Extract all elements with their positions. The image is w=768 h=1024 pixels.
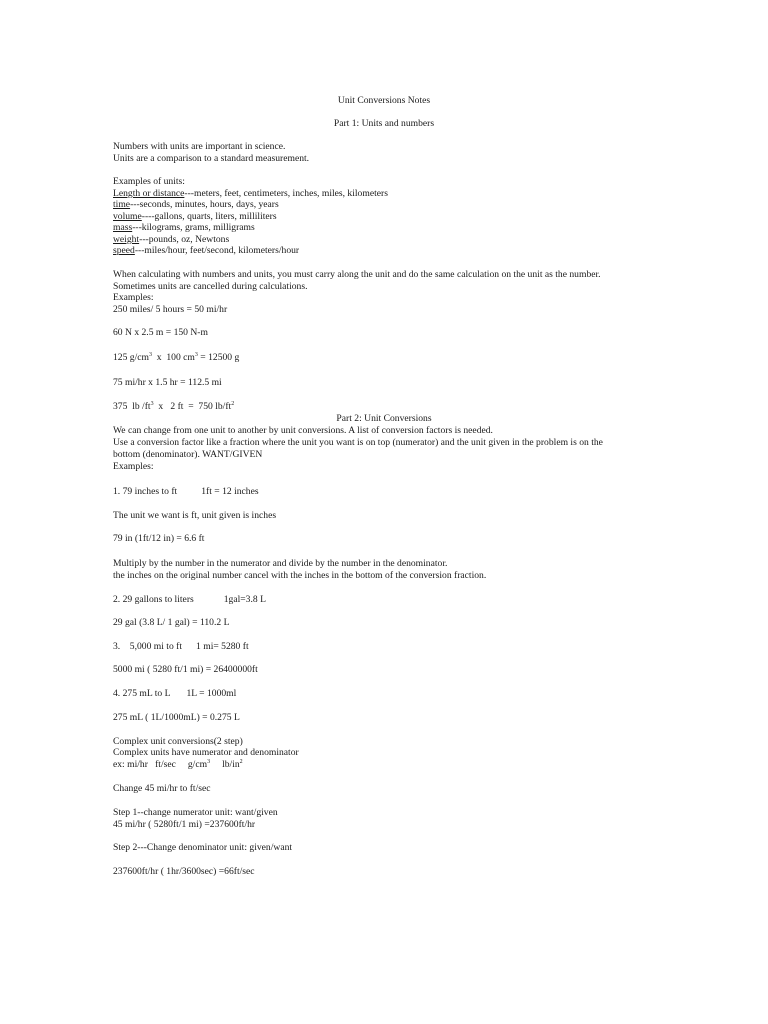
complex-example: ex: mi/hr ft/sec (113, 759, 176, 770)
exponent: 3 (150, 401, 154, 407)
unit-example-weight (113, 234, 229, 246)
exponent: 3 (207, 759, 211, 765)
problem-text: 4. 275 mL to L (113, 688, 171, 699)
complex-heading: Complex unit conversions(2 step) (113, 736, 243, 747)
part1-heading: Part 1: Units and numbers (333, 118, 435, 129)
expr-part: 125 g/cm (113, 352, 149, 363)
complex-description: Complex units have numerator and denominator (113, 747, 299, 758)
problem-2-calc: 29 gal (3.8 L/ 1 gal) = 110.2 L (113, 617, 230, 628)
unit-list: ---pounds, oz, Newtons (139, 234, 230, 245)
step-1-calc: 45 mi/hr ( 5280ft/1 mi) =237600ft/hr (113, 819, 256, 830)
unit-example-length (113, 188, 388, 200)
complex-example: lb/in (222, 759, 240, 770)
unit-example-speed (113, 245, 299, 257)
calc-note-line: When calculating with numbers and units, you must carry along the unit and do the same calculation on the unit as the number. (113, 269, 601, 280)
problem-1-explain: the inches on the original number cancel with the inches in the bottom of the conversion fraction. (113, 570, 487, 581)
calc-example-3 (113, 352, 239, 364)
calc-example-1: 250 miles/ 5 hours = 50 mi/hr (113, 304, 228, 315)
step-2-calc: 237600ft/hr ( 1hr/3600sec) =66ft/sec (113, 866, 255, 877)
unit-term: mass (113, 222, 133, 233)
problem-text: 2. 29 gallons to liters (113, 594, 194, 605)
expr-part: = 12500 g (197, 352, 240, 363)
conversion-factor: 1L = 1000ml (186, 688, 237, 699)
part2-intro-line: Use a conversion factor like a fraction where the unit you want is on top (numerator) and the unit given in the problem is on the (113, 437, 603, 448)
complex-change: Change 45 mi/hr to ft/sec (113, 783, 211, 794)
exponent: 3 (194, 352, 198, 358)
unit-example-time (113, 199, 279, 211)
expr-part: x 100 cm (151, 352, 195, 363)
complex-examples (113, 759, 243, 771)
examples-label: Examples: (113, 292, 154, 303)
problem-2-head (113, 594, 266, 606)
complex-example: g/cm (187, 759, 208, 770)
unit-list: ----gallons, quarts, liters, milliliters (141, 211, 277, 222)
part2-intro-line: We can change from one unit to another by unit conversions. A list of conversion factors is needed. (113, 425, 493, 436)
problem-3-calc: 5000 mi ( 5280 ft/1 mi) = 26400000ft (113, 664, 258, 675)
document-title: Unit Conversions Notes (337, 95, 431, 106)
unit-list: ---kilograms, grams, milligrams (132, 222, 255, 233)
problem-4-head (113, 688, 236, 700)
problem-text: 3. 5,000 mi to ft (113, 641, 183, 652)
unit-term: weight (113, 234, 140, 245)
unit-example-volume (113, 211, 277, 223)
unit-list: ---seconds, minutes, hours, days, years (130, 199, 279, 210)
conversion-factor: 1 mi= 5280 ft (196, 641, 249, 652)
exponent: 2 (239, 759, 243, 765)
intro-line: Units are a comparison to a standard measurement. (113, 153, 310, 164)
unit-term: volume (113, 211, 142, 222)
intro-line: Numbers with units are important in science. (113, 141, 286, 152)
calc-example-4: 75 mi/hr x 1.5 hr = 112.5 mi (113, 377, 222, 388)
examples-label: Examples: (113, 461, 154, 472)
problem-3-head (113, 641, 249, 653)
problem-1-explain: Multiply by the number in the numerator and divide by the number in the denominator. (113, 558, 448, 569)
problem-1-head (113, 486, 259, 498)
problem-1-calc: 79 in (1ft/12 in) = 6.6 ft (113, 533, 205, 544)
problem-4-calc: 275 mL ( 1L/1000mL) = 0.275 L (113, 712, 240, 723)
calc-example-5 (113, 401, 234, 413)
exponent: 3 (148, 352, 152, 358)
step-2: Step 2---Change denominator unit: given/want (113, 842, 293, 853)
unit-list: ---miles/hour, feet/second, kilometers/hour (134, 245, 300, 256)
problem-1-note: The unit we want is ft, unit given is inches (113, 510, 277, 521)
step-1: Step 1--change numerator unit: want/given (113, 807, 278, 818)
exponent: 2 (231, 401, 235, 407)
unit-term: time (113, 199, 131, 210)
expr-part: 375 lb /ft (113, 401, 151, 412)
conversion-factor: 1gal=3.8 L (223, 594, 266, 605)
unit-list: ---meters, feet, centimeters, inches, miles, kilometers (184, 188, 388, 199)
calc-note-line: Sometimes units are cancelled during calculations. (113, 281, 308, 292)
unit-term: Length or distance (113, 188, 185, 199)
expr-part: x 2 ft = 750 lb/ft (153, 401, 232, 412)
part2-intro-line: bottom (denominator). WANT/GIVEN (113, 449, 263, 460)
unit-example-mass (113, 222, 255, 234)
calc-example-2: 60 N x 2.5 m = 150 N-m (113, 327, 208, 338)
examples-units-heading: Examples of units: (113, 176, 185, 187)
part2-heading: Part 2: Unit Conversions (336, 413, 432, 424)
problem-text: 1. 79 inches to ft (113, 486, 178, 497)
conversion-factor: 1ft = 12 inches (201, 486, 259, 497)
unit-term: speed (113, 245, 135, 256)
